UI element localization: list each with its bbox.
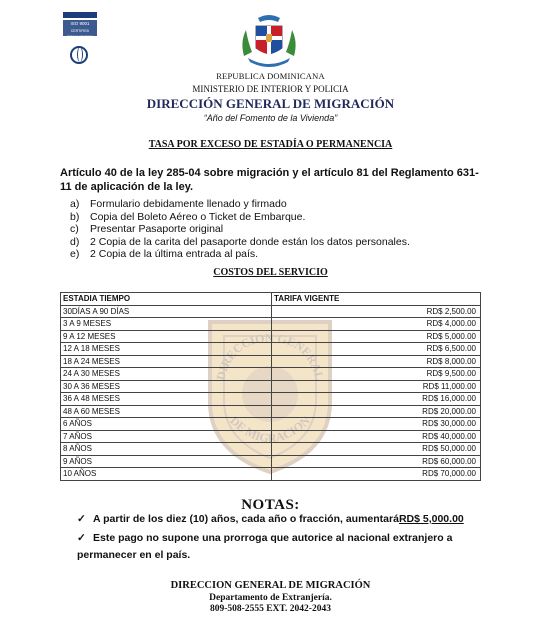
list-item-text: Copia del Boleto Aéreo o Ticket de Embarque.	[90, 210, 306, 223]
rate-cell: RD$ 2,500.00	[272, 305, 481, 318]
header-motto: “Año del Fomento de la Vivienda”	[203, 113, 338, 123]
checkmark-icon: ✓	[77, 513, 86, 525]
list-item-key: a)	[70, 198, 80, 210]
table-row	[61, 318, 481, 331]
iso-badge-bottom-text: CERTIFIED ORGANIZATION	[66, 29, 94, 39]
rate-cell: RD$ 8,000.00	[272, 355, 481, 368]
table-row	[61, 443, 481, 456]
rate-cell: RD$ 20,000.00	[272, 405, 481, 418]
header-country: REPUBLICA DOMINICANA	[216, 71, 325, 81]
rates-table	[60, 292, 481, 481]
list-item	[70, 198, 410, 211]
list-item-text: Formulario debidamente llenado y firmado	[90, 198, 287, 210]
rate-cell: RD$ 5,000.00	[272, 330, 481, 343]
column-header-rate: TARIFA VIGENTE	[272, 293, 481, 306]
note-amount: RD$ 5,000.00	[398, 513, 464, 525]
coat-of-arms-icon	[238, 12, 300, 72]
legal-article: Artículo 40 de la ley 285-04 sobre migración y el artículo 81 del Reglamento 631-11 de aplicación de la ley.	[60, 167, 479, 193]
footer-agency: DIRECCION GENERAL DE MIGRACIÓN	[170, 580, 371, 591]
checkmark-icon: ✓	[77, 532, 86, 544]
stay-cell: 30 A 36 MESES	[61, 380, 272, 393]
rate-cell: RD$ 16,000.00	[272, 393, 481, 406]
list-item	[70, 236, 410, 249]
list-item-text: Presentar Pasaporte original	[90, 223, 224, 235]
list-item	[70, 248, 410, 261]
iso-badge-top-text: ISO 9001	[70, 21, 90, 26]
list-item-key: e)	[70, 248, 80, 260]
table-row	[61, 393, 481, 406]
table-row	[61, 468, 481, 481]
stay-cell: 3 A 9 MESES	[61, 318, 272, 331]
list-item	[70, 211, 410, 224]
stay-cell: 36 A 48 MESES	[61, 393, 272, 406]
rate-cell: RD$ 60,000.00	[272, 455, 481, 468]
table-row	[61, 455, 481, 468]
note-item	[77, 530, 497, 564]
note-text: A partir de los diez (10) años, cada año o fracción, aumentará	[93, 513, 399, 525]
stay-cell: 10 AÑOS	[61, 468, 272, 481]
table-row	[61, 330, 481, 343]
stay-cell: 6 AÑOS	[61, 418, 272, 431]
list-item-key: c)	[70, 223, 79, 235]
iso-certification-badge	[63, 12, 97, 39]
requirements-list	[70, 198, 410, 261]
list-item	[70, 223, 410, 236]
note-item	[77, 511, 497, 528]
seal-top-text: DIRECCION GENERAL	[213, 330, 327, 382]
stay-cell: 48 A 60 MESES	[61, 405, 272, 418]
stay-cell: 12 A 18 MESES	[61, 343, 272, 356]
header-ministry: MINISTERIO DE INTERIOR Y POLICIA	[192, 84, 349, 94]
column-header-stay: ESTADIA TIEMPO	[61, 293, 272, 306]
costs-title: COSTOS DEL SERVICIO	[213, 267, 328, 278]
globe-icon	[70, 46, 88, 64]
rate-cell: RD$ 70,000.00	[272, 468, 481, 481]
list-item-text: 2 Copia de la carita del pasaporte donde están los datos personales.	[90, 235, 410, 248]
rate-cell: RD$ 9,500.00	[272, 368, 481, 381]
stay-cell: 8 AÑOS	[61, 443, 272, 456]
notes-title: NOTAS:	[241, 497, 300, 513]
rate-cell: RD$ 6,500.00	[272, 343, 481, 356]
rate-cell: RD$ 50,000.00	[272, 443, 481, 456]
rate-cell: RD$ 4,000.00	[272, 318, 481, 331]
table-row	[61, 380, 481, 393]
list-item-text: 2 Copia de la última entrada al país.	[90, 248, 259, 260]
stay-cell: 24 A 30 MESES	[61, 368, 272, 381]
seal-bottom-text: DE MIGRACION	[227, 413, 313, 446]
table-row	[61, 405, 481, 418]
stay-cell: 9 AÑOS	[61, 455, 272, 468]
stay-cell: 18 A 24 MESES	[61, 355, 272, 368]
table-row	[61, 418, 481, 431]
document-subtitle: TASA POR EXCESO DE ESTADÍA O PERMANENCIA	[148, 139, 393, 150]
list-item-key: d)	[70, 235, 80, 248]
table-row	[61, 368, 481, 381]
table-header-row	[61, 293, 481, 306]
stay-cell: 9 A 12 MESES	[61, 330, 272, 343]
rate-cell: RD$ 40,000.00	[272, 430, 481, 443]
table-row	[61, 430, 481, 443]
header-agency: DIRECCIÓN GENERAL DE MIGRACIÓN	[146, 96, 395, 111]
footer-phone: 809-508-2555 EXT. 2042-2043	[210, 604, 331, 614]
table-row	[61, 305, 481, 318]
rate-cell: RD$ 30,000.00	[272, 418, 481, 431]
table-row	[61, 343, 481, 356]
stay-cell: 30DÍAS A 90 DÍAS	[61, 305, 272, 318]
stay-cell: 7 AÑOS	[61, 430, 272, 443]
table-row	[61, 355, 481, 368]
footer-department: Departamento de Extranjería.	[209, 593, 332, 603]
list-item-key: b)	[70, 210, 80, 223]
rate-cell: RD$ 11,000.00	[272, 380, 481, 393]
note-text: Este pago no supone una prorroga que autorice al nacional extranjero a permanecer en el país.	[77, 532, 453, 561]
